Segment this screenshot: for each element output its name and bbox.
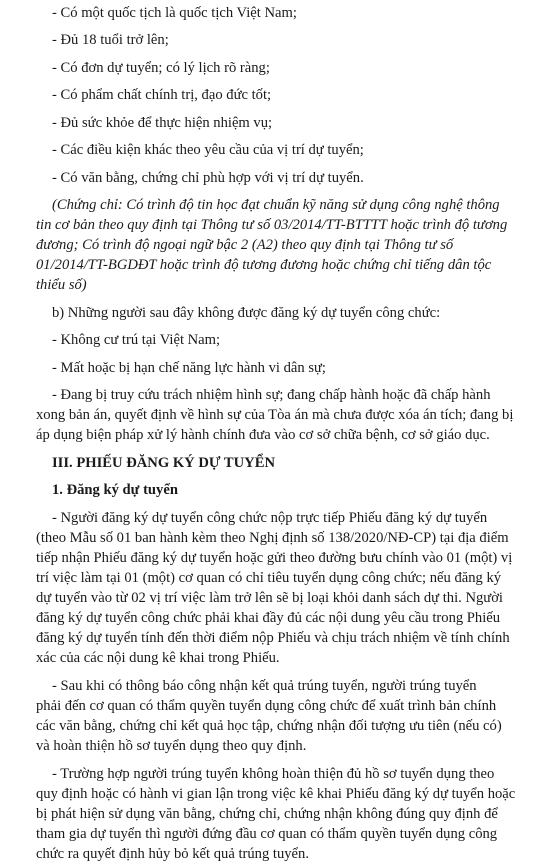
para3-line: bị phát hiện sử dụng văn bằng, chứng chỉ, chứng nhận không đúng quy định để [36,805,498,822]
certificate-note-line: đương; Có trình độ ngoại ngữ bậc 2 (A2) theo quy định tại Thông tư số [36,237,454,254]
certificate-note-line: tin cơ bản theo quy định tại Thông tư số 03/2014/TT-BTTTT hoặc trình độ tương [36,217,508,234]
section-iii-title: III. PHIẾU ĐĂNG KÝ DỰ TUYỂN [52,454,275,471]
exclusion-criminal-line: - Đang bị truy cứu trách nhiệm hình sự; đang chấp hành hoặc đã chấp hành [52,387,491,404]
para1-line: trí việc làm tại 01 (một) cơ quan có chỉ tiêu tuyển dụng công chức; nếu đăng ký [36,569,502,586]
para2-line: và hoàn thiện hồ sơ tuyển dụng theo quy định. [36,738,307,755]
para1-line: - Người đăng ký dự tuyển công chức nộp trực tiếp Phiếu đăng ký dự tuyển [52,509,488,526]
certificate-note-line: thiểu số) [36,277,87,294]
condition-diploma: - Có văn bằng, chứng chỉ phù hợp với vị trí dự tuyển. [52,169,364,186]
certificate-note-line: 01/2014/TT-BGDĐT hoặc trình độ tương đương hoặc chứng chỉ tiếng dân tộc [36,257,492,274]
para1-line: đăng ký dự tuyển tính đến thời điểm nộp Phiếu và chịu trách nhiệm về tính chính [36,630,510,647]
exclusion-capacity: - Mất hoặc bị hạn chế năng lực hành vi dân sự; [52,359,326,376]
condition-health: - Đủ sức khỏe để thực hiện nhiệm vụ; [52,114,273,131]
para1-line: tiếp nhận Phiếu đăng ký dự tuyển hoặc gửi theo đường bưu chính vào 01 (một) vị [36,549,513,566]
condition-nationality: - Có một quốc tịch là quốc tịch Việt Nam; [52,5,297,21]
exclusion-residence: - Không cư trú tại Việt Nam; [52,332,221,349]
para1-line: (theo Mẫu số 01 ban hành kèm theo Nghị định số 138/2020/NĐ-CP) tại địa điểm [36,529,509,546]
para2-line: phải đến cơ quan có thẩm quyền tuyển dụng công chức để xuất trình bản chính [36,697,497,714]
para2-line: các văn bằng, chứng chỉ kết quả học tập, chứng nhận đối tượng ưu tiên (nếu có) [36,718,502,734]
condition-application: - Có đơn dự tuyển; có lý lịch rõ ràng; [52,59,270,76]
exclusion-criminal-line: xong bản án, quyết định về hình sự của Tòa án mà chưa được xóa án tích; đang bị [36,407,514,424]
para1-line: xác của các nội dung kê khai trong Phiếu. [36,650,280,667]
para3-line: tham gia dự tuyển thì người đứng đầu cơ quan có thẩm quyền tuyển dụng công [36,825,498,842]
section-iii-subtitle: 1. Đăng ký dự tuyển [52,482,178,499]
para1-line: đăng ký dự tuyển công chức phải khai đầy đủ các nội dung yêu cầu trong Phiếu [36,610,501,627]
para3-line: chức ra quyết định hủy bỏ kết quả trúng tuyển. [36,846,309,862]
para2-line: - Sau khi có thông báo công nhận kết quả trúng tuyển, người trúng tuyển [52,677,477,694]
para1-line: dự tuyển vào từ 02 vị trí việc làm trở lên sẽ bị loại khỏi danh sách dự thi. Người [36,590,503,606]
condition-ethics: - Có phẩm chất chính trị, đạo đức tốt; [52,87,272,104]
condition-other: - Các điều kiện khác theo yêu cầu của vị trí dự tuyển; [52,142,364,159]
section-b-heading: b) Những người sau đây không được đăng ký dự tuyển công chức: [52,304,441,321]
certificate-note-line: (Chứng chỉ: Có trình độ tin học đạt chuẩn kỹ năng sử dụng công nghệ thông [52,197,500,213]
condition-age: - Đủ 18 tuổi trở lên; [52,32,169,49]
exclusion-criminal-line: áp dụng biện pháp xử lý hành chính đưa vào cơ sở chữa bệnh, cơ sở giáo dục. [36,427,490,444]
para3-line: quy định hoặc có hành vi gian lận trong việc kê khai Phiếu đăng ký dự tuyển hoặc [36,785,516,802]
para3-line: - Trường hợp người trúng tuyển không hoàn thiện đủ hồ sơ tuyển dụng theo [52,765,495,782]
